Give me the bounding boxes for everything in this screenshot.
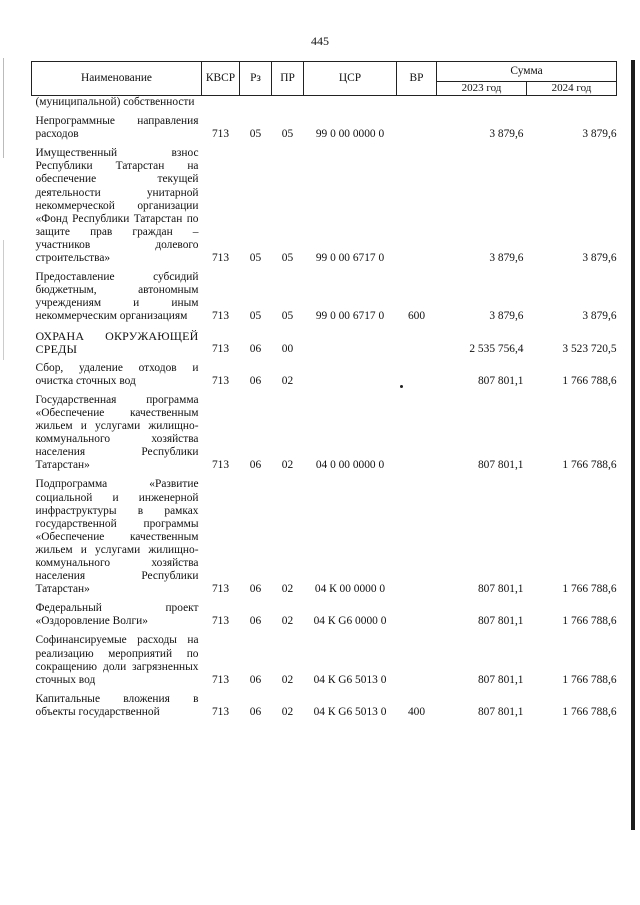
scan-edge-mark (3, 58, 4, 158)
col-header-rz: Рз (240, 62, 272, 96)
table-row (32, 96, 617, 110)
row-rz: 06 (249, 615, 262, 628)
row-sum-2024: 1 766 788,6 (562, 673, 617, 686)
budget-table (31, 61, 617, 719)
col-header-name: Наименование (32, 62, 202, 96)
row-sum-2024: 3 879,6 (582, 310, 617, 323)
col-header-csr: ЦСР (304, 62, 397, 96)
row-kvsr: 713 (211, 342, 230, 355)
row-pr (272, 96, 304, 110)
row-csr: 99 0 00 6717 0 (315, 310, 385, 323)
table-row (32, 693, 617, 719)
row-kvsr: 713 (211, 615, 230, 628)
row-vr (397, 147, 437, 265)
row-sum-2024: 1 766 788,6 (562, 583, 617, 596)
table-row (32, 330, 617, 356)
row-vr: 400 (407, 705, 426, 718)
row-sum-2024: 1 766 788,6 (562, 705, 617, 718)
row-kvsr: 713 (211, 252, 230, 265)
row-sum-2024: 3 523 720,5 (562, 342, 617, 355)
row-rz: 05 (249, 310, 262, 323)
row-name: Капитальные вложения в объекты государственной (35, 692, 199, 718)
row-rz: 05 (249, 252, 262, 265)
row-name: ОХРАНА ОКРУЖАЮЩЕЙ СРЕДЫ (35, 328, 199, 356)
row-pr: 02 (281, 705, 294, 718)
scan-edge-mark (3, 240, 4, 360)
row-rz: 06 (249, 342, 262, 355)
row-vr (397, 602, 437, 628)
row-sum-2024: 1 766 788,6 (562, 459, 617, 472)
row-rz: 06 (249, 705, 262, 718)
row-sum-2023: 807 801,1 (477, 459, 524, 472)
col-header-sum: Сумма (437, 62, 617, 82)
row-pr: 02 (281, 673, 294, 686)
row-csr: 04 К G6 5013 0 (313, 705, 387, 718)
row-pr: 02 (281, 459, 294, 472)
row-vr (397, 478, 437, 596)
row-csr (304, 362, 397, 388)
row-kvsr: 713 (211, 128, 230, 141)
table-row (32, 147, 617, 265)
row-vr (397, 394, 437, 473)
table-row (32, 478, 617, 596)
row-pr: 05 (281, 252, 294, 265)
row-pr: 05 (281, 310, 294, 323)
row-name: Сбор, удаление отходов и очистка сточных вод (35, 361, 199, 387)
col-header-year-2024: 2024 год (527, 82, 617, 96)
row-rz: 05 (249, 128, 262, 141)
row-sum-2023: 807 801,1 (477, 705, 524, 718)
row-pr: 02 (281, 583, 294, 596)
row-sum-2024: 1 766 788,6 (562, 615, 617, 628)
row-name: Федеральный проект «Оздоровление Волги» (35, 602, 199, 628)
row-csr: 04 К G6 5013 0 (313, 673, 387, 686)
row-sum-2024: 3 879,6 (582, 252, 617, 265)
scan-speck (400, 385, 403, 388)
row-csr: 99 0 00 6717 0 (315, 252, 385, 265)
row-vr (397, 96, 437, 110)
col-header-pr: ПР (272, 62, 304, 96)
row-sum-2023: 3 879,6 (489, 310, 524, 323)
row-sum-2024: 1 766 788,6 (562, 374, 617, 387)
row-name: (муниципальной) собственности (35, 96, 195, 108)
row-csr: 04 К 00 0000 0 (314, 583, 386, 596)
row-kvsr: 713 (211, 705, 230, 718)
row-csr: 99 0 00 0000 0 (315, 128, 385, 141)
row-rz: 06 (249, 374, 262, 387)
row-vr (397, 634, 437, 686)
table-row (32, 271, 617, 323)
row-kvsr: 713 (211, 310, 230, 323)
row-name: Государственная программа «Обеспечение качественным жильем и услугами жилищно-коммунального хозяйства населения Республики Татарстан» (35, 393, 199, 472)
row-pr: 05 (281, 128, 294, 141)
row-sum-2023: 3 879,6 (489, 252, 524, 265)
row-vr (397, 115, 437, 141)
row-rz: 06 (249, 459, 262, 472)
col-header-year-2023: 2023 год (437, 82, 527, 96)
row-name: Имущественный взнос Республики Татарстан на обеспечение текущей деятельности унитарной некоммерческой организации «Фонд Республики Татарстан по защите прав граждан – участников долевого строительства» (35, 147, 199, 265)
row-name: Подпрограмма «Развитие социальной и инженерной инфраструктуры в рамках государственной программы «Обеспечение качественным жильем и услугами жилищно-коммунального хозяйства населения Республики Татарстан» (35, 478, 199, 596)
table-row (32, 602, 617, 628)
row-sum-2023: 807 801,1 (477, 673, 524, 686)
row-pr: 00 (281, 342, 294, 355)
row-sum-2023: 3 879,6 (489, 128, 524, 141)
row-kvsr (202, 96, 240, 110)
row-rz (240, 96, 272, 110)
scan-edge-shadow (631, 60, 635, 830)
col-header-vr: ВР (397, 62, 437, 96)
row-sum-2023 (437, 96, 527, 110)
row-sum-2023: 807 801,1 (477, 615, 524, 628)
row-sum-2024 (527, 96, 617, 110)
row-name: Непрограммные направления расходов (35, 115, 199, 141)
table-row (32, 115, 617, 141)
col-header-kvsr: КВСР (202, 62, 240, 96)
row-pr: 02 (281, 615, 294, 628)
row-sum-2024: 3 879,6 (582, 128, 617, 141)
row-vr: 600 (407, 310, 426, 323)
row-sum-2023: 807 801,1 (477, 374, 524, 387)
row-vr (397, 362, 437, 388)
table-row (32, 362, 617, 388)
row-csr: 04 К G6 0000 0 (313, 615, 387, 628)
page-number: 445 (311, 34, 329, 48)
table-row (32, 394, 617, 473)
row-kvsr: 713 (211, 673, 230, 686)
row-rz: 06 (249, 673, 262, 686)
table-row (32, 634, 617, 686)
row-kvsr: 713 (211, 459, 230, 472)
row-kvsr: 713 (211, 583, 230, 596)
row-csr (304, 330, 397, 356)
row-rz: 06 (249, 583, 262, 596)
row-sum-2023: 2 535 756,4 (469, 342, 524, 355)
row-sum-2023: 807 801,1 (477, 583, 524, 596)
row-pr: 02 (281, 374, 294, 387)
row-name: Предоставление субсидий бюджетным, автономным учреждениям и иным некоммерческим организациям (35, 271, 199, 323)
row-csr: 04 0 00 0000 0 (315, 459, 385, 472)
row-csr (304, 96, 397, 110)
row-name: Софинансируемые расходы на реализацию мероприятий по сокращению доли загрязненных сточных вод (35, 634, 199, 686)
row-vr (397, 330, 437, 356)
row-kvsr: 713 (211, 374, 230, 387)
